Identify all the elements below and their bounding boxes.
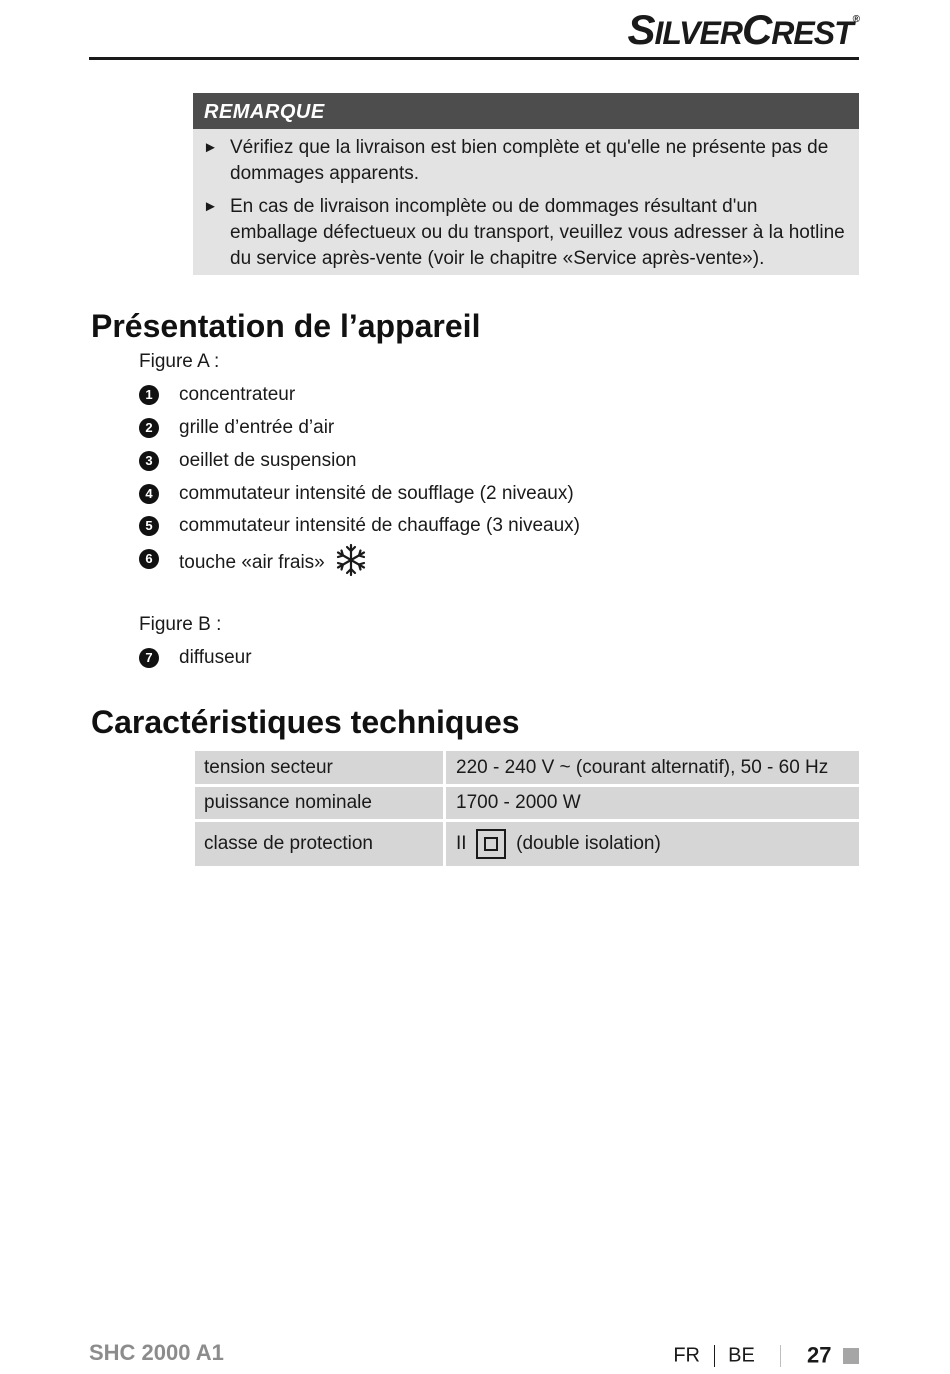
note-box	[193, 93, 859, 275]
part-label: concentrateur	[179, 384, 296, 405]
spec-value-cell	[446, 822, 859, 869]
spec-label: tension secteur	[195, 751, 446, 787]
note-item-text: Vérifiez que la livraison est bien complète et qu'elle ne présente pas de dommages apparents.	[230, 137, 829, 184]
footer-lang-be: BE	[728, 1344, 755, 1367]
section-title-specs: Caractéristiques techniques	[91, 704, 520, 740]
table-row	[195, 787, 859, 822]
part-label-with-icon	[179, 546, 368, 580]
brand-logo: SILVERCREST®	[627, 6, 859, 53]
part-number-badge: 5	[139, 516, 159, 536]
table-row	[195, 822, 859, 869]
spec-value: (double isolation)	[516, 833, 661, 855]
spec-label: classe de protection	[195, 822, 446, 869]
part-label: commutateur intensité de chauffage (3 niveaux)	[179, 515, 580, 536]
part-number-badge: 6	[139, 549, 159, 569]
table-row	[195, 751, 859, 787]
footer-separator	[780, 1345, 781, 1367]
part-label: oeillet de suspension	[179, 450, 357, 471]
note-title: REMARQUE	[193, 93, 859, 129]
footer-model: SHC 2000 A1	[89, 1340, 224, 1365]
spec-label: puissance nominale	[195, 787, 446, 822]
figure-b-label: Figure B :	[139, 614, 222, 635]
part-number-badge: 7	[139, 648, 159, 668]
triangle-right-icon: ►	[203, 139, 218, 156]
part-number-badge: 4	[139, 484, 159, 504]
footer-lang-fr: FR	[673, 1344, 701, 1367]
figure-a-label: Figure A :	[139, 351, 220, 372]
triangle-right-icon: ►	[203, 198, 218, 215]
page-number: 27	[806, 1342, 832, 1368]
part-label: commutateur intensité de soufflage (2 niveaux)	[179, 483, 574, 504]
footer-page-info	[673, 1340, 859, 1370]
double-square-icon	[476, 829, 506, 859]
snowflake-icon	[334, 543, 368, 577]
header-divider	[89, 57, 859, 60]
note-item	[203, 194, 845, 272]
page-marker-square	[843, 1348, 859, 1364]
section-title-presentation: Présentation de l’appareil	[91, 308, 481, 344]
spec-value: 1700 - 2000 W	[446, 787, 859, 822]
spec-table	[195, 751, 859, 869]
note-item-text: En cas de livraison incomplète ou de dommages résultant d'un emballage défectueux ou du transport, veuillez vous adresser à la hotline du service après-vente (voir le chapitre «Service après-vente»).	[230, 196, 845, 269]
footer-separator	[714, 1345, 715, 1367]
part-label: diffuseur	[179, 647, 252, 668]
part-label: grille d’entrée d’air	[179, 417, 335, 438]
part-number-badge: 1	[139, 385, 159, 405]
part-number-badge: 3	[139, 451, 159, 471]
spec-value: 220 - 240 V ~ (courant alternatif), 50 - 60 Hz	[446, 751, 859, 787]
part-number-badge: 2	[139, 418, 159, 438]
note-item	[203, 135, 845, 187]
part-label: touche «air frais»	[179, 552, 325, 574]
protection-class-roman: II	[456, 833, 467, 855]
